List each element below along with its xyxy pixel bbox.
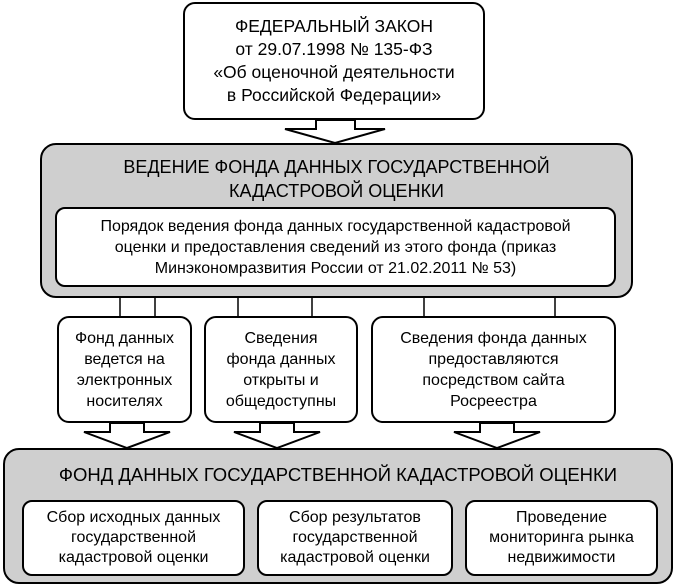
principle-box-website bbox=[371, 316, 616, 423]
arrow-principle-2-to-fund bbox=[234, 423, 320, 448]
component-box-source-data bbox=[22, 500, 245, 576]
component-text-monitoring: Проведение мониторинга рынка недвижимости bbox=[489, 509, 634, 566]
arrow-principle-1-to-fund bbox=[84, 423, 170, 448]
principle-box-open bbox=[204, 316, 358, 423]
maintenance-title: ВЕДЕНИЕ ФОНДА ДАННЫХ ГОСУДАРСТВЕННОЙ КАДАСТРОВОЙ ОЦЕНКИ bbox=[123, 157, 550, 201]
component-box-monitoring bbox=[465, 500, 658, 576]
fund-title: ФОНД ДАННЫХ ГОСУДАРСТВЕННОЙ КАДАСТРОВОЙ ОЦЕНКИ bbox=[58, 464, 618, 485]
arrow-principle-3-to-fund bbox=[454, 423, 540, 448]
federal-law-text: ФЕДЕРАЛЬНЫЙ ЗАКОН от 29.07.1998 № 135-ФЗ «Об оценочной деятельности в Российской Федерации» bbox=[213, 16, 455, 105]
fund-container bbox=[3, 448, 673, 584]
maintenance-container bbox=[40, 143, 633, 298]
principle-text-electronic: Фонд данных ведется на электронных носителях bbox=[74, 329, 175, 410]
procedure-box bbox=[55, 207, 616, 287]
procedure-text: Порядок ведения фонда данных государственной кадастровой оценки и предоставления сведений из этого фонда (приказ Минэкономразвития России от 21.02.2011 № 53) bbox=[100, 217, 571, 277]
principle-text-website: Сведения фонда данных предоставляются посредством сайта Росреестра bbox=[400, 329, 587, 410]
arrow-law-to-maintenance bbox=[285, 120, 385, 143]
federal-law-box bbox=[183, 2, 485, 120]
component-text-source-data: Сбор исходных данных государственной кадастровой оценки bbox=[46, 509, 221, 566]
component-text-results: Сбор результатов государственной кадастровой оценки bbox=[280, 509, 430, 566]
principle-text-open: Сведения фонда данных открыты и общедоступны bbox=[225, 329, 337, 410]
principle-box-electronic bbox=[57, 316, 192, 423]
component-box-results bbox=[257, 500, 453, 576]
